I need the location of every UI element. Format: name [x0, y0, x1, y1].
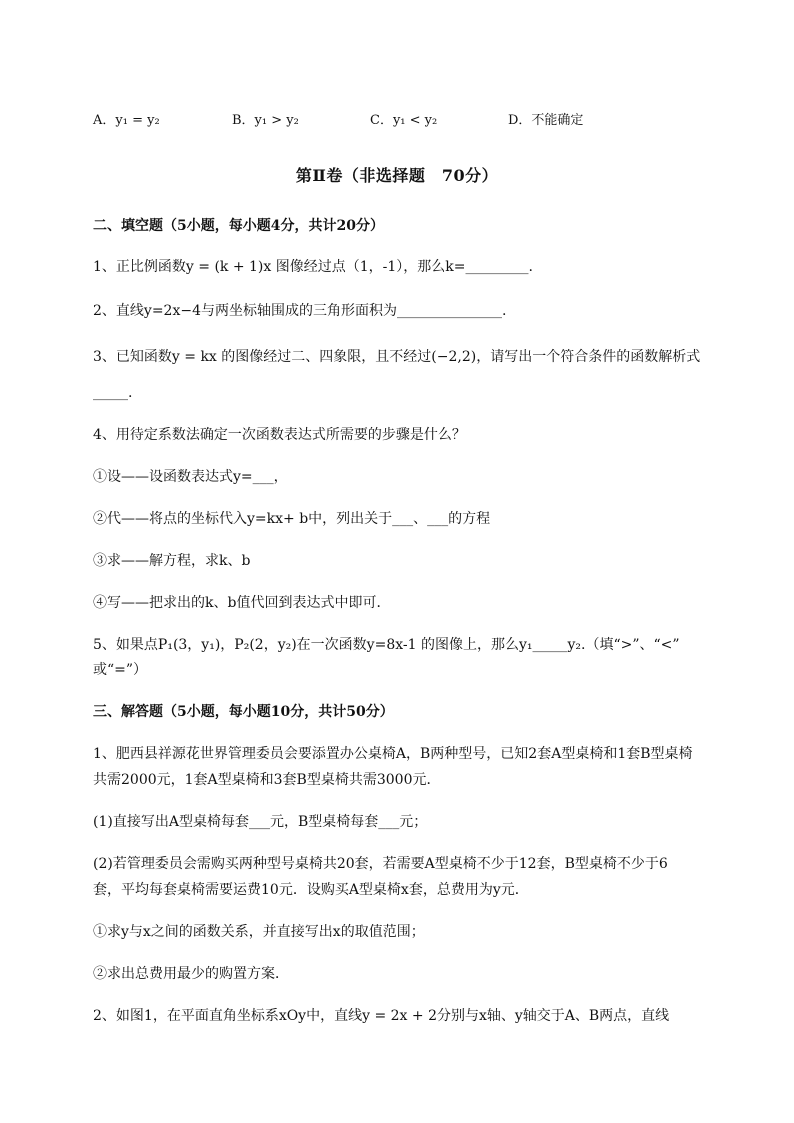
question-4: 4、用待定系数法确定一次函数表达式所需要的步骤是什么？ [93, 427, 466, 443]
problem-1-part-1: (1)直接写出A型桌椅每套___元，B型桌椅每套___元； [93, 814, 428, 830]
problem-1-line-1: 1、肥西县祥源花世界管理委员会要添置办公桌椅A，B两种型号，已知2套A型桌椅和1套B型桌椅 [93, 746, 693, 762]
problem-2-line-1: 2、如图1，在平面直角坐标系xOy中，直线y = 2x + 2分别与x轴、y轴交于A、B两点，直线 [93, 1008, 670, 1024]
question-4-step-1: ①设——设函数表达式y=___， [93, 469, 288, 485]
question-4-step-4: ④写——把求出的k、b值代回到表达式中即可． [93, 595, 391, 611]
question-1: 1、正比例函数y = (k + 1)x 图像经过点（1，-1），那么k=_________. [93, 259, 533, 275]
problem-1-sub-2: ②求出总费用最少的购置方案． [93, 966, 289, 982]
question-5-line-1: 5、如果点P₁(3，y₁)，P₂(2，y₂)在一次函数y=8x-1 的图像上，那么y₁_____y₂.（填“>”、“<” [93, 637, 680, 653]
question-2: 2、直线y=2x−4与两坐标轴围成的三角形面积为_______________. [93, 303, 507, 319]
problem-1-sub-1: ①求y与x之间的函数关系，并直接写出x的取值范围； [93, 924, 425, 940]
question-3-line-2: _____. [93, 385, 133, 401]
part-title: 第Ⅱ卷（非选择题 70分） [295, 166, 499, 185]
problem-1-line-2: 共需2000元，1套A型桌椅和3套B型桌椅共需3000元． [93, 772, 441, 788]
section-fill-blank-heading: 二、填空题（5小题，每小题4分，共计20分） [93, 218, 384, 234]
question-3-line-1: 3、已知函数y = kx 的图像经过二、四象限，且不经过(−2,2)，请写出一个符合条件的函数解析式 [93, 349, 701, 365]
option-b: B．y₁ > y₂ [232, 113, 299, 128]
option-d: D．不能确定 [508, 113, 584, 128]
problem-1-part-2-line-1: (2)若管理委员会需购买两种型号桌椅共20套，若需要A型桌椅不少于12套，B型桌椅不少于6 [93, 856, 668, 872]
question-5-line-2: 或“=”） [93, 662, 148, 678]
section-answer-heading: 三、解答题（5小题，每小题10分，共计50分） [93, 704, 394, 720]
question-4-step-2: ②代——将点的坐标代入y=kx+ b中，列出关于___、___的方程 [93, 511, 491, 527]
question-4-step-3: ③求——解方程，求k、b [93, 553, 251, 569]
option-c: C．y₁ < y₂ [370, 113, 438, 128]
option-a: A．y₁ = y₂ [93, 113, 160, 128]
problem-1-part-2-line-2: 套，平均每套桌椅需要运费10元．设购买A型桌椅x套，总费用为y元． [93, 882, 529, 898]
